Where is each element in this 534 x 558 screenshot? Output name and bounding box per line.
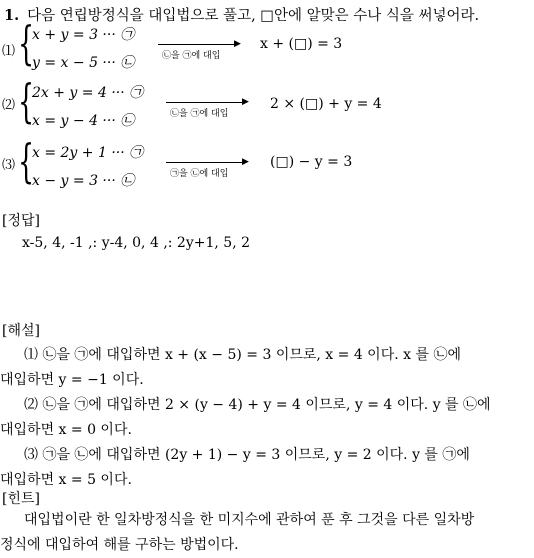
system-2-marker: ⑵ [2, 98, 16, 113]
system-1-equation-1: x + y = 3 ··· ㉠ [32, 27, 135, 43]
system-3-equation-1: x = 2y + 1 ··· ㉠ [32, 145, 144, 161]
system-2-arrow-label: ㉡을 ㉠에 대입 [170, 109, 229, 119]
system-3-substitution-arrow [166, 156, 250, 186]
problem-header [4, 4, 479, 25]
system-2-result: 2 × (□) + y = 4 [270, 96, 382, 112]
system-3-marker: ⑶ [2, 158, 16, 173]
problem-number: 1. [4, 7, 20, 24]
system-2-equation-2: x = y − 4 ··· ㉡ [32, 113, 135, 129]
arrow-head-icon: ▶ [234, 39, 241, 49]
system-3-brace: { [18, 134, 35, 188]
system-1-equation-2: y = x − 5 ··· ㉡ [32, 55, 135, 71]
arrow-line [166, 162, 246, 163]
answer-label: [정답] [2, 213, 40, 229]
explanation-item-1-line-2: 대입하면 y = −1 이다. [0, 372, 144, 388]
system-3-arrow-label: ㉠을 ㉡에 대입 [170, 169, 229, 179]
explanation-body [0, 343, 532, 493]
system-1-result: x + (□) = 3 [260, 36, 343, 52]
hint-line-2: 정식에 대입하여 해를 구하는 방법이다. [0, 537, 239, 553]
explanation-item-1-line-1: ⑴ ㉡을 ㉠에 대입하면 x + (x − 5) = 3 이므로, x = 4 이다. x 를 ㉡에 [24, 347, 461, 363]
arrow-head-icon: ▶ [242, 97, 249, 107]
explanation-label: [해설] [2, 323, 40, 339]
system-2-equation-1: 2x + y = 4 ··· ㉠ [32, 85, 144, 101]
answer-text: x-5, 4, -1 ,: y-4, 0, 4 ,: 2y+1, 5, 2 [22, 235, 250, 251]
system-1-marker: ⑴ [2, 44, 16, 59]
arrow-line [166, 102, 246, 103]
explanation-item-2-line-2: 대입하면 x = 0 이다. [0, 422, 132, 438]
problem-instruction: 다음 연립방정식을 대입법으로 풀고, □안에 알맞은 수나 식을 써넣어라. [27, 8, 480, 24]
system-1-substitution-arrow [158, 38, 242, 68]
hint-line-1: 대입법이란 한 일차방정식을 한 미지수에 관하여 푼 후 그것을 다른 일차방 [24, 512, 475, 528]
hint-label: [힌트] [2, 491, 40, 507]
hint-body [0, 508, 532, 558]
system-2-brace: { [18, 74, 35, 128]
system-3-result: (□) − y = 3 [270, 154, 353, 170]
explanation-item-3-line-1: ⑶ ㉠을 ㉡에 대입하면 (2y + 1) − y = 3 이므로, y = 2 이다. y 를 ㉠에 [24, 447, 470, 463]
explanation-item-3-line-2: 대입하면 x = 5 이다. [0, 472, 132, 488]
system-2 [0, 74, 534, 140]
arrow-head-icon: ▶ [242, 157, 249, 167]
system-3 [0, 134, 534, 200]
system-1-arrow-label: ㉡을 ㉠에 대입 [162, 51, 221, 61]
system-2-substitution-arrow [166, 96, 250, 126]
explanation-item-2-line-1: ⑵ ㉡을 ㉠에 대입하면 2 × (y − 4) + y = 4 이므로, y = 4 이다. y 를 ㉡에 [24, 397, 491, 413]
system-1-brace: { [18, 16, 35, 70]
arrow-line [158, 44, 238, 45]
system-3-equation-2: x − y = 3 ··· ㉡ [32, 173, 135, 189]
